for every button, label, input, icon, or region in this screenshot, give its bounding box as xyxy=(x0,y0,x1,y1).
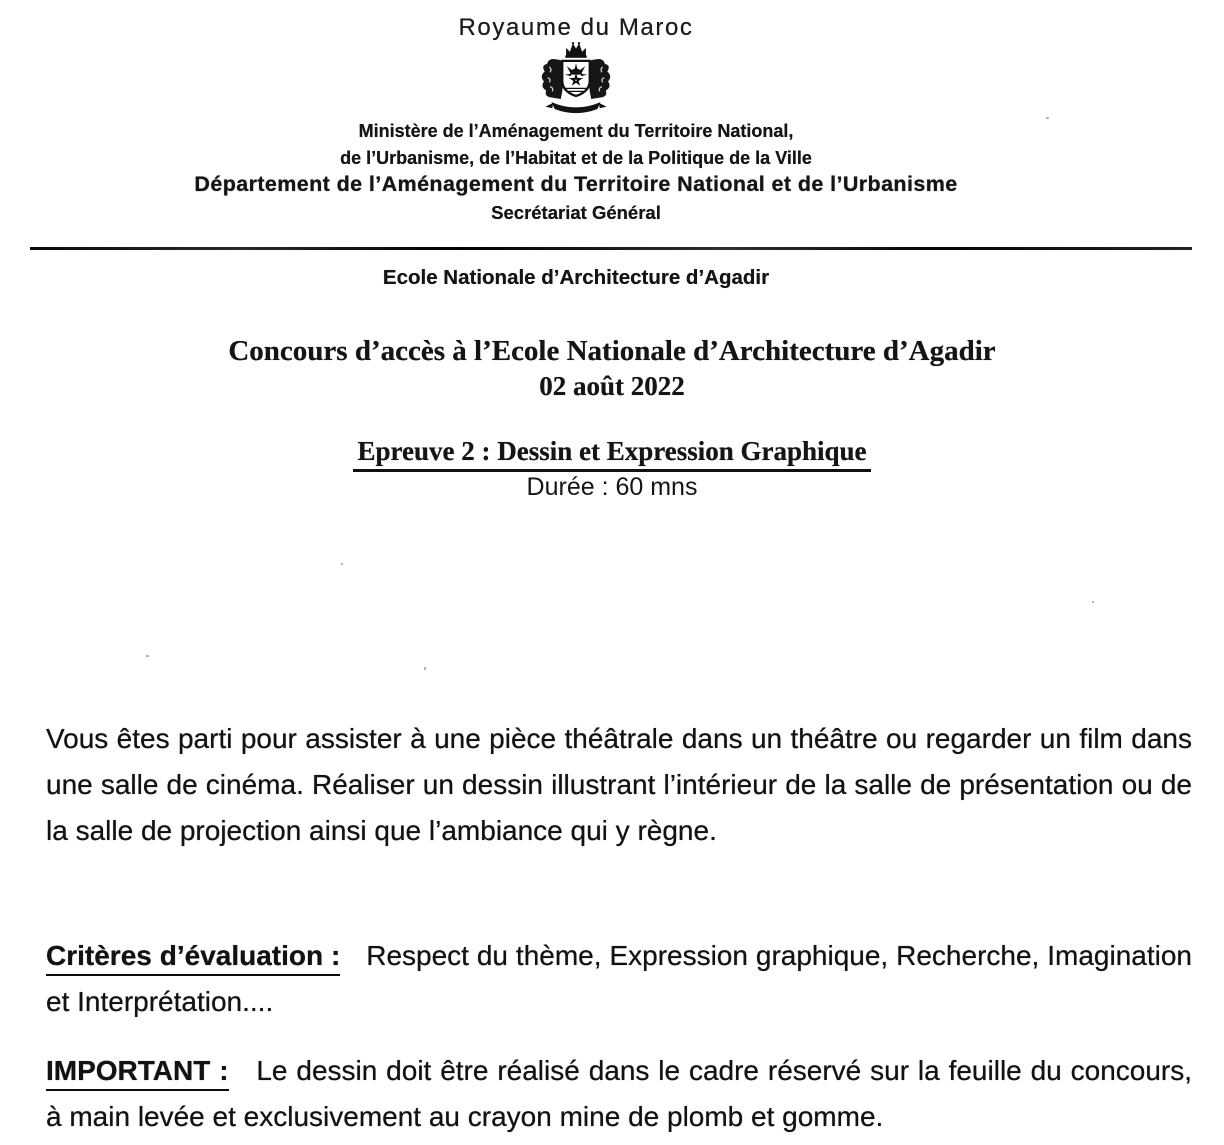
scan-speck xyxy=(146,655,149,657)
school-name: Ecole Nationale d’Architecture d’Agadir xyxy=(382,266,770,289)
secretariat-line: Secrétariat Général xyxy=(491,202,661,223)
ministry-line-2: de l’Urbanisme, de l’Habitat et de la Politique de la Ville xyxy=(340,148,812,168)
important-text: Le dessin doit être réalisé dans le cadre réservé sur la feuille du concours, à main levée et exclusivement au crayon mine de plomb et gomme. xyxy=(46,1055,1193,1132)
important-label: IMPORTANT : xyxy=(46,1055,229,1091)
exam-name xyxy=(0,436,1224,472)
criteria-paragraph xyxy=(46,933,1192,1025)
horizontal-divider xyxy=(30,247,1192,250)
scan-speck xyxy=(1092,601,1094,603)
morocco-coat-of-arms-icon xyxy=(530,41,622,125)
scan-speck xyxy=(341,563,343,565)
contest-title: Concours d’accès à l’Ecole Nationale d’Architecture d’Agadir xyxy=(228,335,996,367)
contest-date: 02 août 2022 xyxy=(539,371,685,401)
exam-name-underlined-text: Epreuve 2 : Dessin et Expression Graphique xyxy=(353,436,870,472)
criteria-text: Respect du thème, Expression graphique, Recherche, Imagination et Interprétation.... xyxy=(46,940,1192,1017)
scan-speck xyxy=(1046,117,1049,119)
important-paragraph xyxy=(46,1048,1192,1140)
emblem-container xyxy=(0,41,1224,130)
scan-speck xyxy=(424,667,426,670)
exam-duration: Durée : 60 mns xyxy=(526,473,698,501)
subject-paragraph: Vous êtes parti pour assister à une pièce théâtrale dans un théâtre ou regarder un film dans une salle de cinéma. Réaliser un dessin illustrant l’intérieur de la salle de présentation ou de la salle de projection ainsi que l’ambiance qui y règne. xyxy=(46,723,1192,846)
kingdom-title: Royaume du Maroc xyxy=(458,14,694,41)
ministry-line-1: Ministère de l’Aménagement du Territoire National, xyxy=(358,121,794,141)
criteria-label: Critères d’évaluation : xyxy=(46,940,340,976)
department-line: Département de l’Aménagement du Territoire National et de l’Urbanisme xyxy=(194,172,958,196)
